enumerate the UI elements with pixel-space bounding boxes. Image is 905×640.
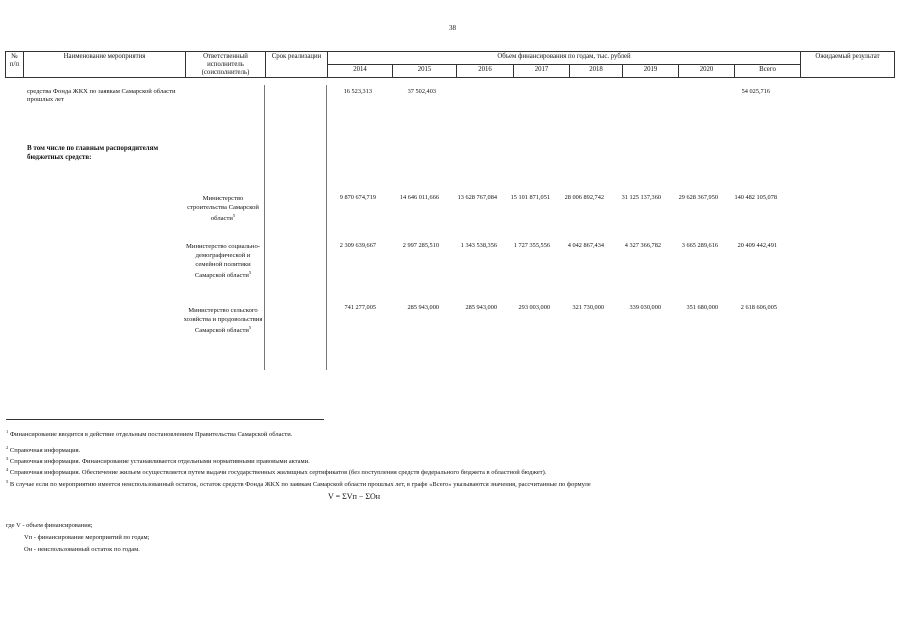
footnote: $^2$ Справочная информация. — [6, 445, 81, 455]
ministry-value-cell: 293 003,000 — [518, 304, 550, 311]
ministry-value-cell: 13 628 767,084 — [457, 194, 497, 201]
column-divider — [326, 85, 327, 370]
footnote: $^4$ Справочная информация. Обеспечение жильем осуществляется путем выдачи государственных жилищных сертификатов (без поступления средств федерального бюджета в областной бюджет). — [6, 467, 547, 477]
header-result: Ожидаемый результат — [801, 52, 895, 78]
ministry-value-cell: 9 870 674,719 — [339, 194, 376, 201]
ministry-value-cell: 15 101 871,051 — [510, 194, 550, 201]
year-header: 2018 — [570, 65, 623, 78]
year-header: 2014 — [328, 65, 393, 78]
header-period: Срок реализации — [266, 52, 328, 78]
ministry-value-cell: 2 997 285,510 — [402, 242, 439, 249]
ministry-name — [183, 243, 263, 281]
fund-value-2014: 16 523,313 — [343, 88, 372, 95]
ministry-value-cell: 2 309 639,667 — [339, 242, 376, 249]
header-executor: Ответственный исполнитель (соисполнитель) — [186, 52, 266, 78]
ministry-value-cell: 2 618 606,005 — [740, 304, 777, 311]
year-header: 2015 — [393, 65, 457, 78]
footnote-separator — [6, 419, 324, 420]
footnote-ref: 5 — [248, 269, 252, 275]
header-finance: Объем финансирования по годам, тыс. рублей — [328, 52, 801, 65]
ministry-value-cell: 14 646 011,666 — [399, 194, 439, 201]
ministry-label: Министерство социально-демографической и семейной политики Самарской области — [186, 243, 260, 279]
ministry-value-cell: 3 665 289,616 — [681, 242, 718, 249]
page-number: 38 — [449, 24, 456, 32]
ministry-value-cell: 140 482 105,078 — [734, 194, 777, 201]
year-header: Всего — [735, 65, 801, 78]
ministry-value-cell: 29 628 367,950 — [678, 194, 718, 201]
year-header: 2017 — [514, 65, 570, 78]
footnote-ref: 5 — [248, 324, 252, 330]
year-header: 2019 — [623, 65, 679, 78]
ministry-value-cell: 4 327 366,782 — [624, 242, 661, 249]
legend-item: Oн - неиспользованный остаток по годам. — [24, 546, 140, 553]
ministry-value-cell: 20 409 442,491 — [737, 242, 777, 249]
ministry-value-cell: 285 943,000 — [465, 304, 497, 311]
ministry-label: Министерство сельского хозяйства и продовольствия Самарской области — [183, 307, 263, 334]
column-divider — [264, 85, 265, 370]
fund-row-name: средства Фонда ЖКХ по заявкам Самарской области прошлых лет — [27, 88, 176, 104]
table-header — [5, 51, 895, 78]
year-header: 2016 — [457, 65, 514, 78]
ministry-value-cell: 351 680,000 — [686, 304, 718, 311]
ministry-value-cell: 31 125 137,360 — [621, 194, 661, 201]
legend-item: Vп - финансирование мероприятий по годам; — [24, 534, 150, 541]
legend-item: где V - объем финансирования; — [6, 522, 93, 529]
footnote: $^1$ Финансирование вводится в действие отдельным постановлением Правительства Самарской области. — [6, 429, 293, 439]
ministry-value-cell: 321 730,000 — [572, 304, 604, 311]
fund-value-2015: 37 502,403 — [407, 88, 436, 95]
ministry-name — [183, 195, 263, 224]
footnote-ref: 5 — [232, 212, 236, 218]
ministry-value-cell: 285 943,000 — [407, 304, 439, 311]
section-title: В том числе по главным распорядителям бюджетных средств: — [27, 144, 159, 162]
header-num: № п/п — [6, 52, 24, 78]
ministry-value-cell: 339 030,000 — [629, 304, 661, 311]
ministry-value-cell: 741 277,005 — [344, 304, 376, 311]
footnote: $^5$ В случае если по мероприятию имеется неиспользованный остаток, остаток средств Фонда ЖКХ по заявкам Самарской области прошлых лет, в графе «Всего» указываются значения, рассчитанные по формуле — [6, 479, 591, 489]
ministry-value-cell: 28 006 892,742 — [564, 194, 604, 201]
year-header: 2020 — [679, 65, 735, 78]
ministry-name — [183, 307, 263, 336]
fund-value-total: 54 025,716 — [741, 88, 770, 95]
footnote: $^3$ Справочная информация. Финансирование устанавливается отдельными нормативными правовыми актами. — [6, 456, 310, 466]
ministry-value-cell: 1 343 538,356 — [460, 242, 497, 249]
ministry-value-cell: 1 727 355,556 — [513, 242, 550, 249]
formula: V = ΣVп − ΣOн — [328, 492, 381, 501]
ministry-label: Министерство строительства Самарской области — [187, 195, 259, 222]
header-name: Наименование мероприятия — [24, 52, 186, 78]
ministry-value-cell: 4 042 867,434 — [567, 242, 604, 249]
